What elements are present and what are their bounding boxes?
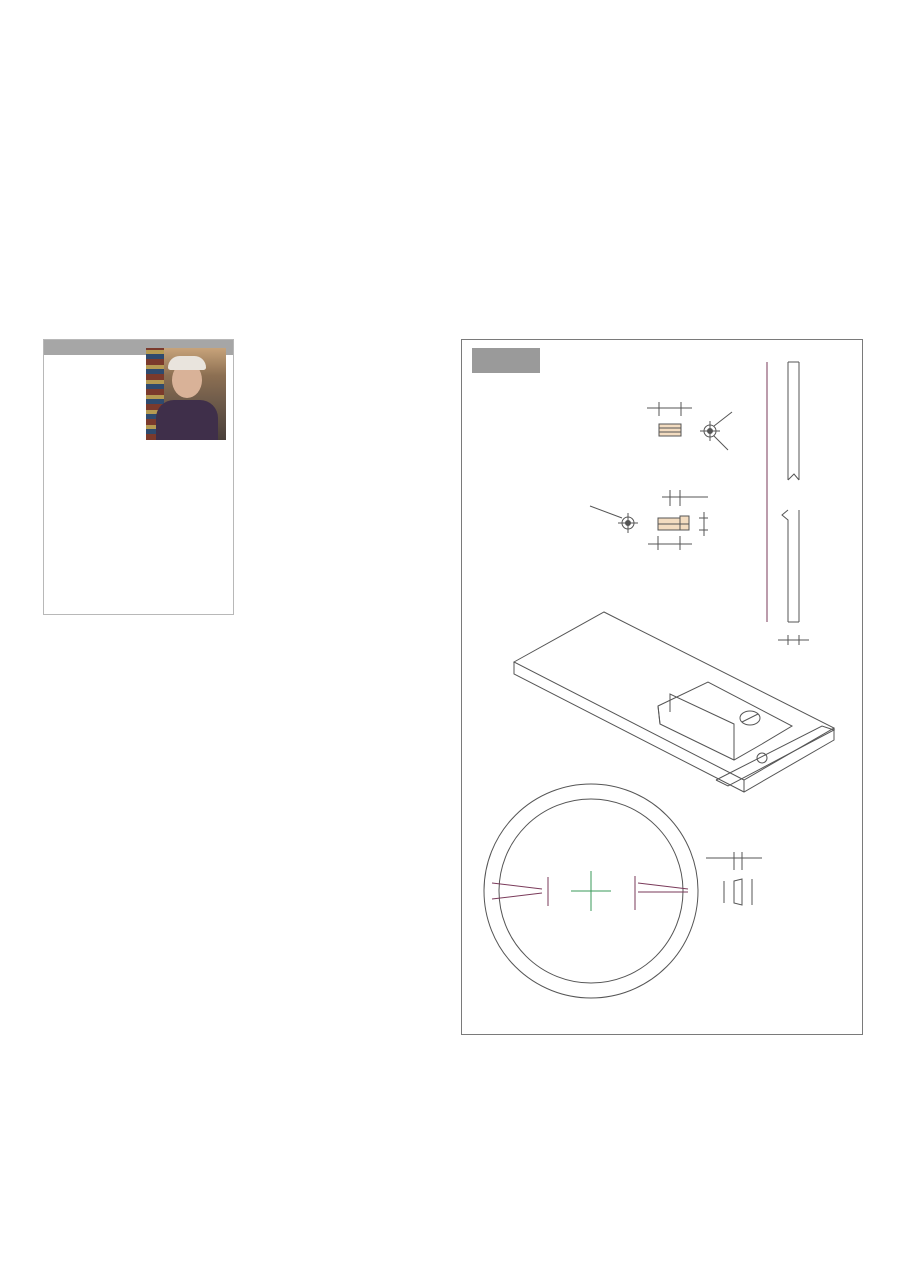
- figure-51: [461, 339, 863, 1035]
- author-photo: [146, 348, 226, 440]
- technical-drawing: [462, 340, 862, 1034]
- figure-tag: [472, 348, 540, 373]
- article-column-1: [252, 333, 452, 363]
- intro-box: [43, 339, 234, 615]
